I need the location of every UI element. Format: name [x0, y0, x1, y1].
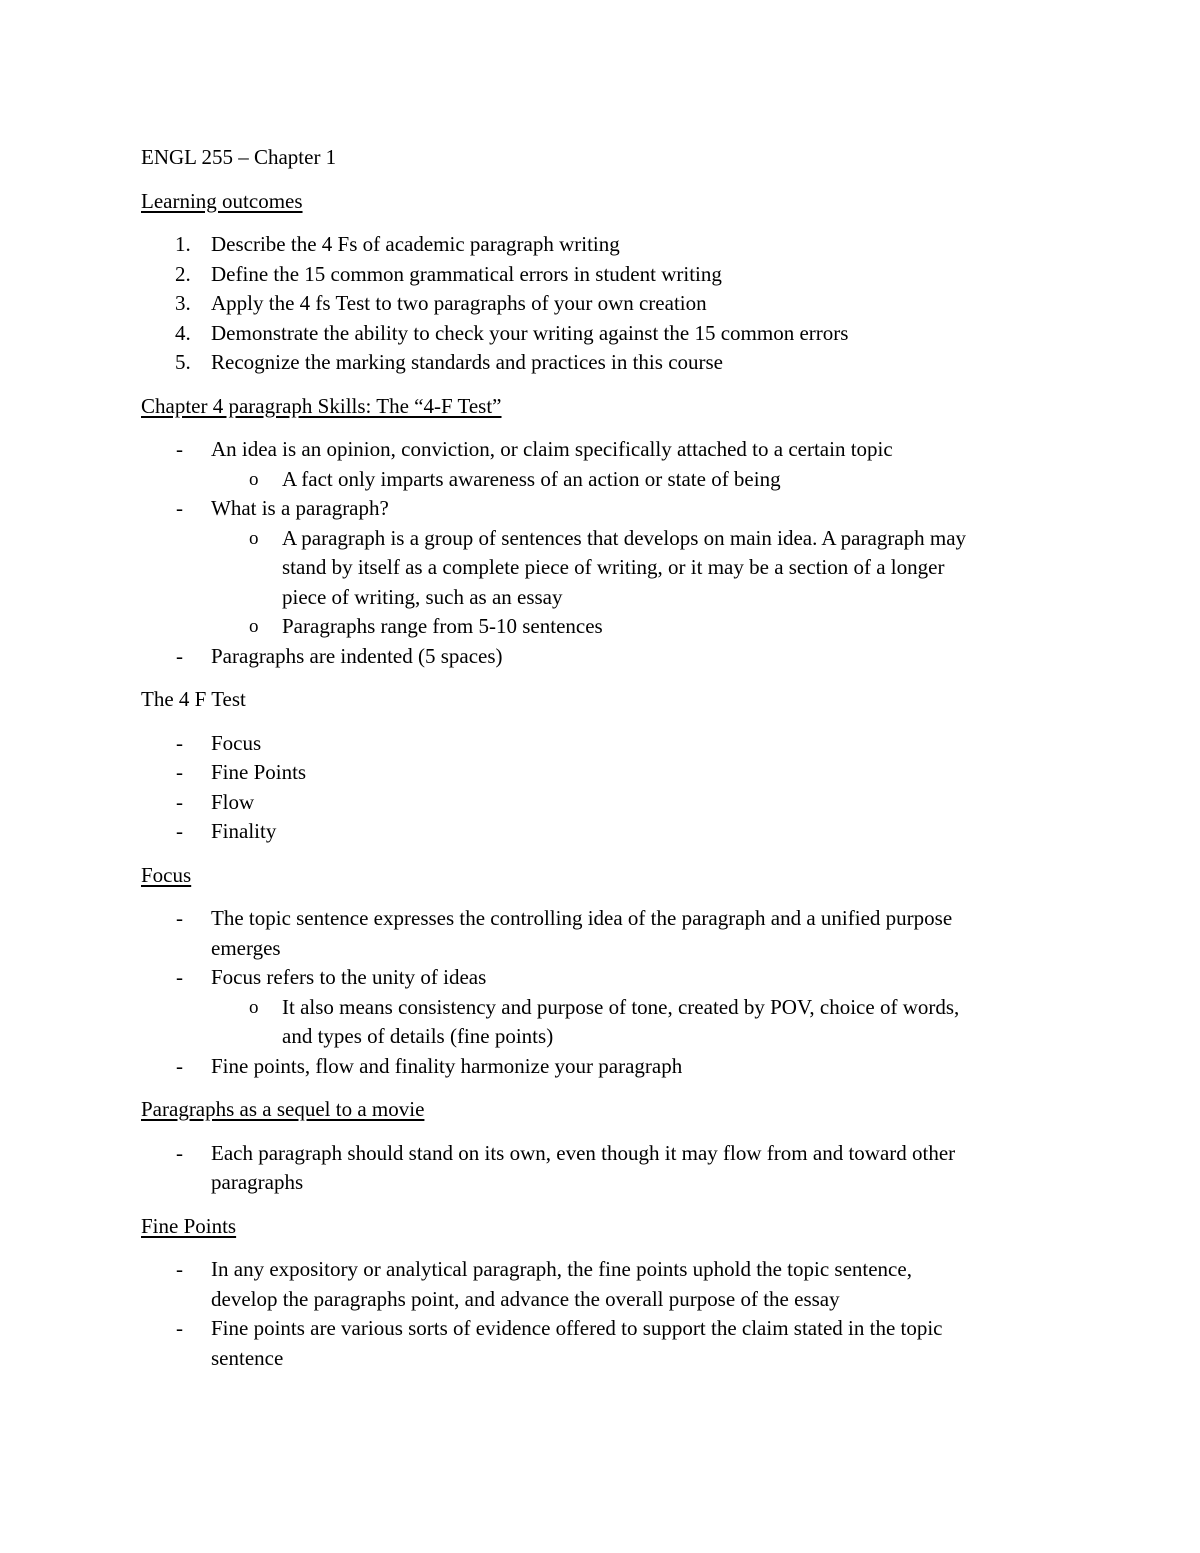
list-item-text: Describe the 4 Fs of academic paragraph writing: [211, 232, 620, 256]
list-item: [141, 817, 1061, 847]
heading-focus: Focus: [141, 862, 192, 887]
circle-bullet-icon: o: [249, 616, 259, 637]
list-item-text: Focus refers to the unity of ideas: [211, 965, 487, 989]
heading-fine-points: Fine Points: [141, 1213, 237, 1238]
list-item: [141, 1255, 1061, 1314]
list-number: 2.: [175, 261, 191, 286]
sub-item-line: piece of writing, such as an essay: [282, 584, 563, 609]
four-f-list: [141, 729, 1061, 847]
sub-list-item: [141, 524, 1061, 613]
list-item-line: develop the paragraphs point, and advance the overall purpose of the essay: [211, 1286, 840, 1311]
list-item-text: An idea is an opinion, conviction, or claim specifically attached to a certain topic: [211, 437, 893, 461]
heading-chapter-4: Chapter 4 paragraph Skills: The “4-F Test”: [141, 393, 502, 418]
dash-bullet: -: [176, 730, 183, 755]
list-item: [141, 729, 1061, 759]
sub-list-item: [141, 612, 1061, 642]
dash-bullet: -: [176, 819, 183, 843]
dash-bullet: -: [176, 789, 183, 814]
list-item: [141, 1314, 1061, 1373]
fine-points-list: [141, 1255, 1061, 1373]
sub-item-text: A fact only imparts awareness of an action or state of being: [282, 466, 781, 491]
list-item-text: Define the 15 common grammatical errors in student writing: [211, 261, 722, 286]
circle-bullet-icon: o: [249, 527, 259, 549]
list-item-text: Apply the 4 fs Test to two paragraphs of your own creation: [211, 291, 707, 315]
document-body: [141, 143, 1061, 1387]
list-item: [141, 319, 1061, 349]
list-item-line: In any expository or analytical paragraph, the fine points uphold the topic sentence,: [211, 1257, 912, 1281]
list-item-text: Fine Points: [211, 760, 307, 784]
sub-list-item: [141, 465, 1061, 495]
list-item: [141, 435, 1061, 465]
dash-bullet: -: [176, 643, 183, 668]
list-item: [141, 260, 1061, 290]
sub-item-line: It also means consistency and purpose of tone, created by POV, choice of words,: [282, 994, 960, 1019]
list-item-text: Paragraphs are indented (5 spaces): [211, 643, 503, 668]
dash-bullet: -: [176, 1053, 183, 1078]
list-item-text: Focus: [211, 730, 262, 755]
dash-bullet: -: [176, 1316, 183, 1340]
list-item-line: Each paragraph should stand on its own, even though it may flow from and toward other: [211, 1140, 956, 1165]
list-number: 5.: [175, 350, 191, 374]
list-item-line: emerges: [211, 935, 281, 960]
list-item: [141, 642, 1061, 672]
sub-list-item: [141, 993, 1061, 1052]
list-item-line: paragraphs: [211, 1170, 304, 1194]
dash-bullet: -: [176, 760, 183, 784]
list-item: [141, 758, 1061, 788]
sub-item-text: Paragraphs range from 5-10 sentences: [282, 614, 603, 638]
list-item-line: sentence: [211, 1345, 284, 1370]
list-item: [141, 1052, 1061, 1082]
list-item-text: Fine points, flow and finality harmonize your paragraph: [211, 1053, 683, 1078]
dash-bullet: -: [176, 437, 183, 461]
focus-list: [141, 904, 1061, 1081]
dash-bullet: -: [176, 1140, 183, 1165]
list-item: [141, 963, 1061, 993]
list-item: [141, 1139, 1061, 1198]
circle-bullet-icon: o: [249, 996, 259, 1018]
dash-bullet: -: [176, 906, 183, 930]
list-number: 3.: [175, 291, 191, 315]
sub-item-line: A paragraph is a group of sentences that develops on main idea. A paragraph may: [282, 525, 967, 550]
list-item: [141, 289, 1061, 319]
document-title: ENGL 255 – Chapter 1: [141, 145, 337, 169]
sub-item-line: and types of details (fine points): [282, 1024, 554, 1048]
list-item: [141, 230, 1061, 260]
list-item-text: What is a paragraph?: [211, 496, 389, 520]
sequel-list: [141, 1139, 1061, 1198]
heading-learning-outcomes: Learning outcomes: [141, 188, 303, 213]
dash-bullet: -: [176, 965, 183, 989]
list-item: [141, 904, 1061, 963]
list-item: [141, 788, 1061, 818]
list-item-text: Finality: [211, 819, 277, 843]
sub-item-line: stand by itself as a complete piece of writing, or it may be a section of a longer: [282, 555, 945, 579]
list-number: 1.: [175, 232, 191, 256]
heading-sequel: Paragraphs as a sequel to a movie: [141, 1097, 425, 1121]
list-item: [141, 494, 1061, 524]
circle-bullet-icon: o: [249, 468, 259, 490]
list-item-text: Recognize the marking standards and practices in this course: [211, 350, 723, 374]
list-number: 4.: [175, 320, 191, 345]
heading-four-f-test: The 4 F Test: [141, 687, 246, 711]
learning-outcomes-list: [141, 230, 1061, 378]
list-item: [141, 348, 1061, 378]
list-item-text: Flow: [211, 789, 255, 814]
list-item-line: Fine points are various sorts of evidence offered to support the claim stated in the topic: [211, 1316, 943, 1340]
list-item-line: The topic sentence expresses the controlling idea of the paragraph and a unified purpose: [211, 906, 953, 930]
dash-bullet: -: [176, 496, 183, 520]
dash-bullet: -: [176, 1257, 183, 1281]
chapter-4-list: [141, 435, 1061, 671]
list-item-text: Demonstrate the ability to check your writing against the 15 common errors: [211, 320, 849, 345]
